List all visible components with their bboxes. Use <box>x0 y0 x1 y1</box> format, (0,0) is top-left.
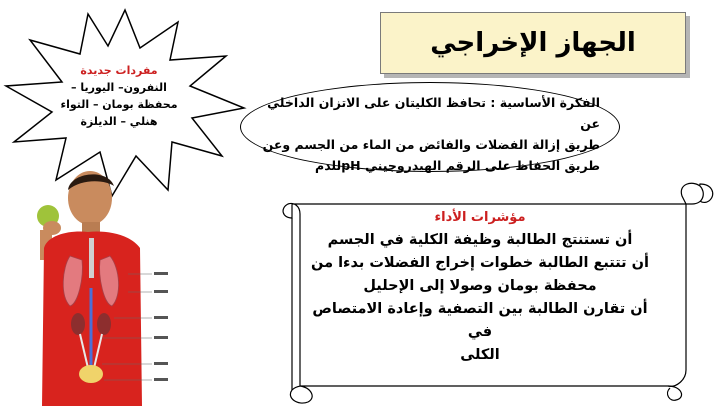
kidney-right <box>97 313 111 335</box>
indicator-line: أن تتتبع الطالبة خطوات إخراج الفضلات بدءا من <box>311 255 649 271</box>
indicator-line: أن تستنتج الطالبة وظيفة الكلية في الجسم <box>327 232 633 248</box>
indicator-line: محفظة بومان وصولا إلى الإحليل <box>363 278 597 294</box>
indicator-line: الكلى <box>460 347 500 363</box>
vocab-line: محفظة بومان – التواء <box>60 98 178 111</box>
label-ticks <box>154 272 168 381</box>
indicators-heading: مؤشرات الأداء <box>434 210 526 225</box>
vocab-heading: مفردات جديدة <box>80 64 158 77</box>
vocab-line: هنلي – الديلزة <box>80 115 158 128</box>
vocab-line: النفرون– اليوريا – <box>71 81 167 94</box>
bladder <box>79 365 103 383</box>
page-title: الجهاز الإخراجي <box>430 28 636 58</box>
main-idea-text <box>262 92 600 176</box>
title-box <box>380 12 686 74</box>
indicator-line: أن تقارن الطالبة بين التصفية وإعادة الامتصاص في <box>312 301 648 340</box>
kidney-left <box>71 313 85 335</box>
main-idea-line: الفكرة الأساسية : تحافظ الكليتان على الاتزان الداخلي عن <box>267 95 600 131</box>
trachea <box>89 238 94 278</box>
indicators-text <box>300 210 660 367</box>
vocab-text <box>44 62 194 130</box>
main-idea-line: طريق الحفاظ على الرقم الهيدروجيني pHللدم <box>315 158 600 173</box>
scroll-bottom-curl <box>668 386 682 400</box>
main-idea-line: طريق إزالة الفضلات والفائض من الماء من الجسم وعن <box>262 137 600 152</box>
anatomy-figure-image <box>18 168 178 406</box>
